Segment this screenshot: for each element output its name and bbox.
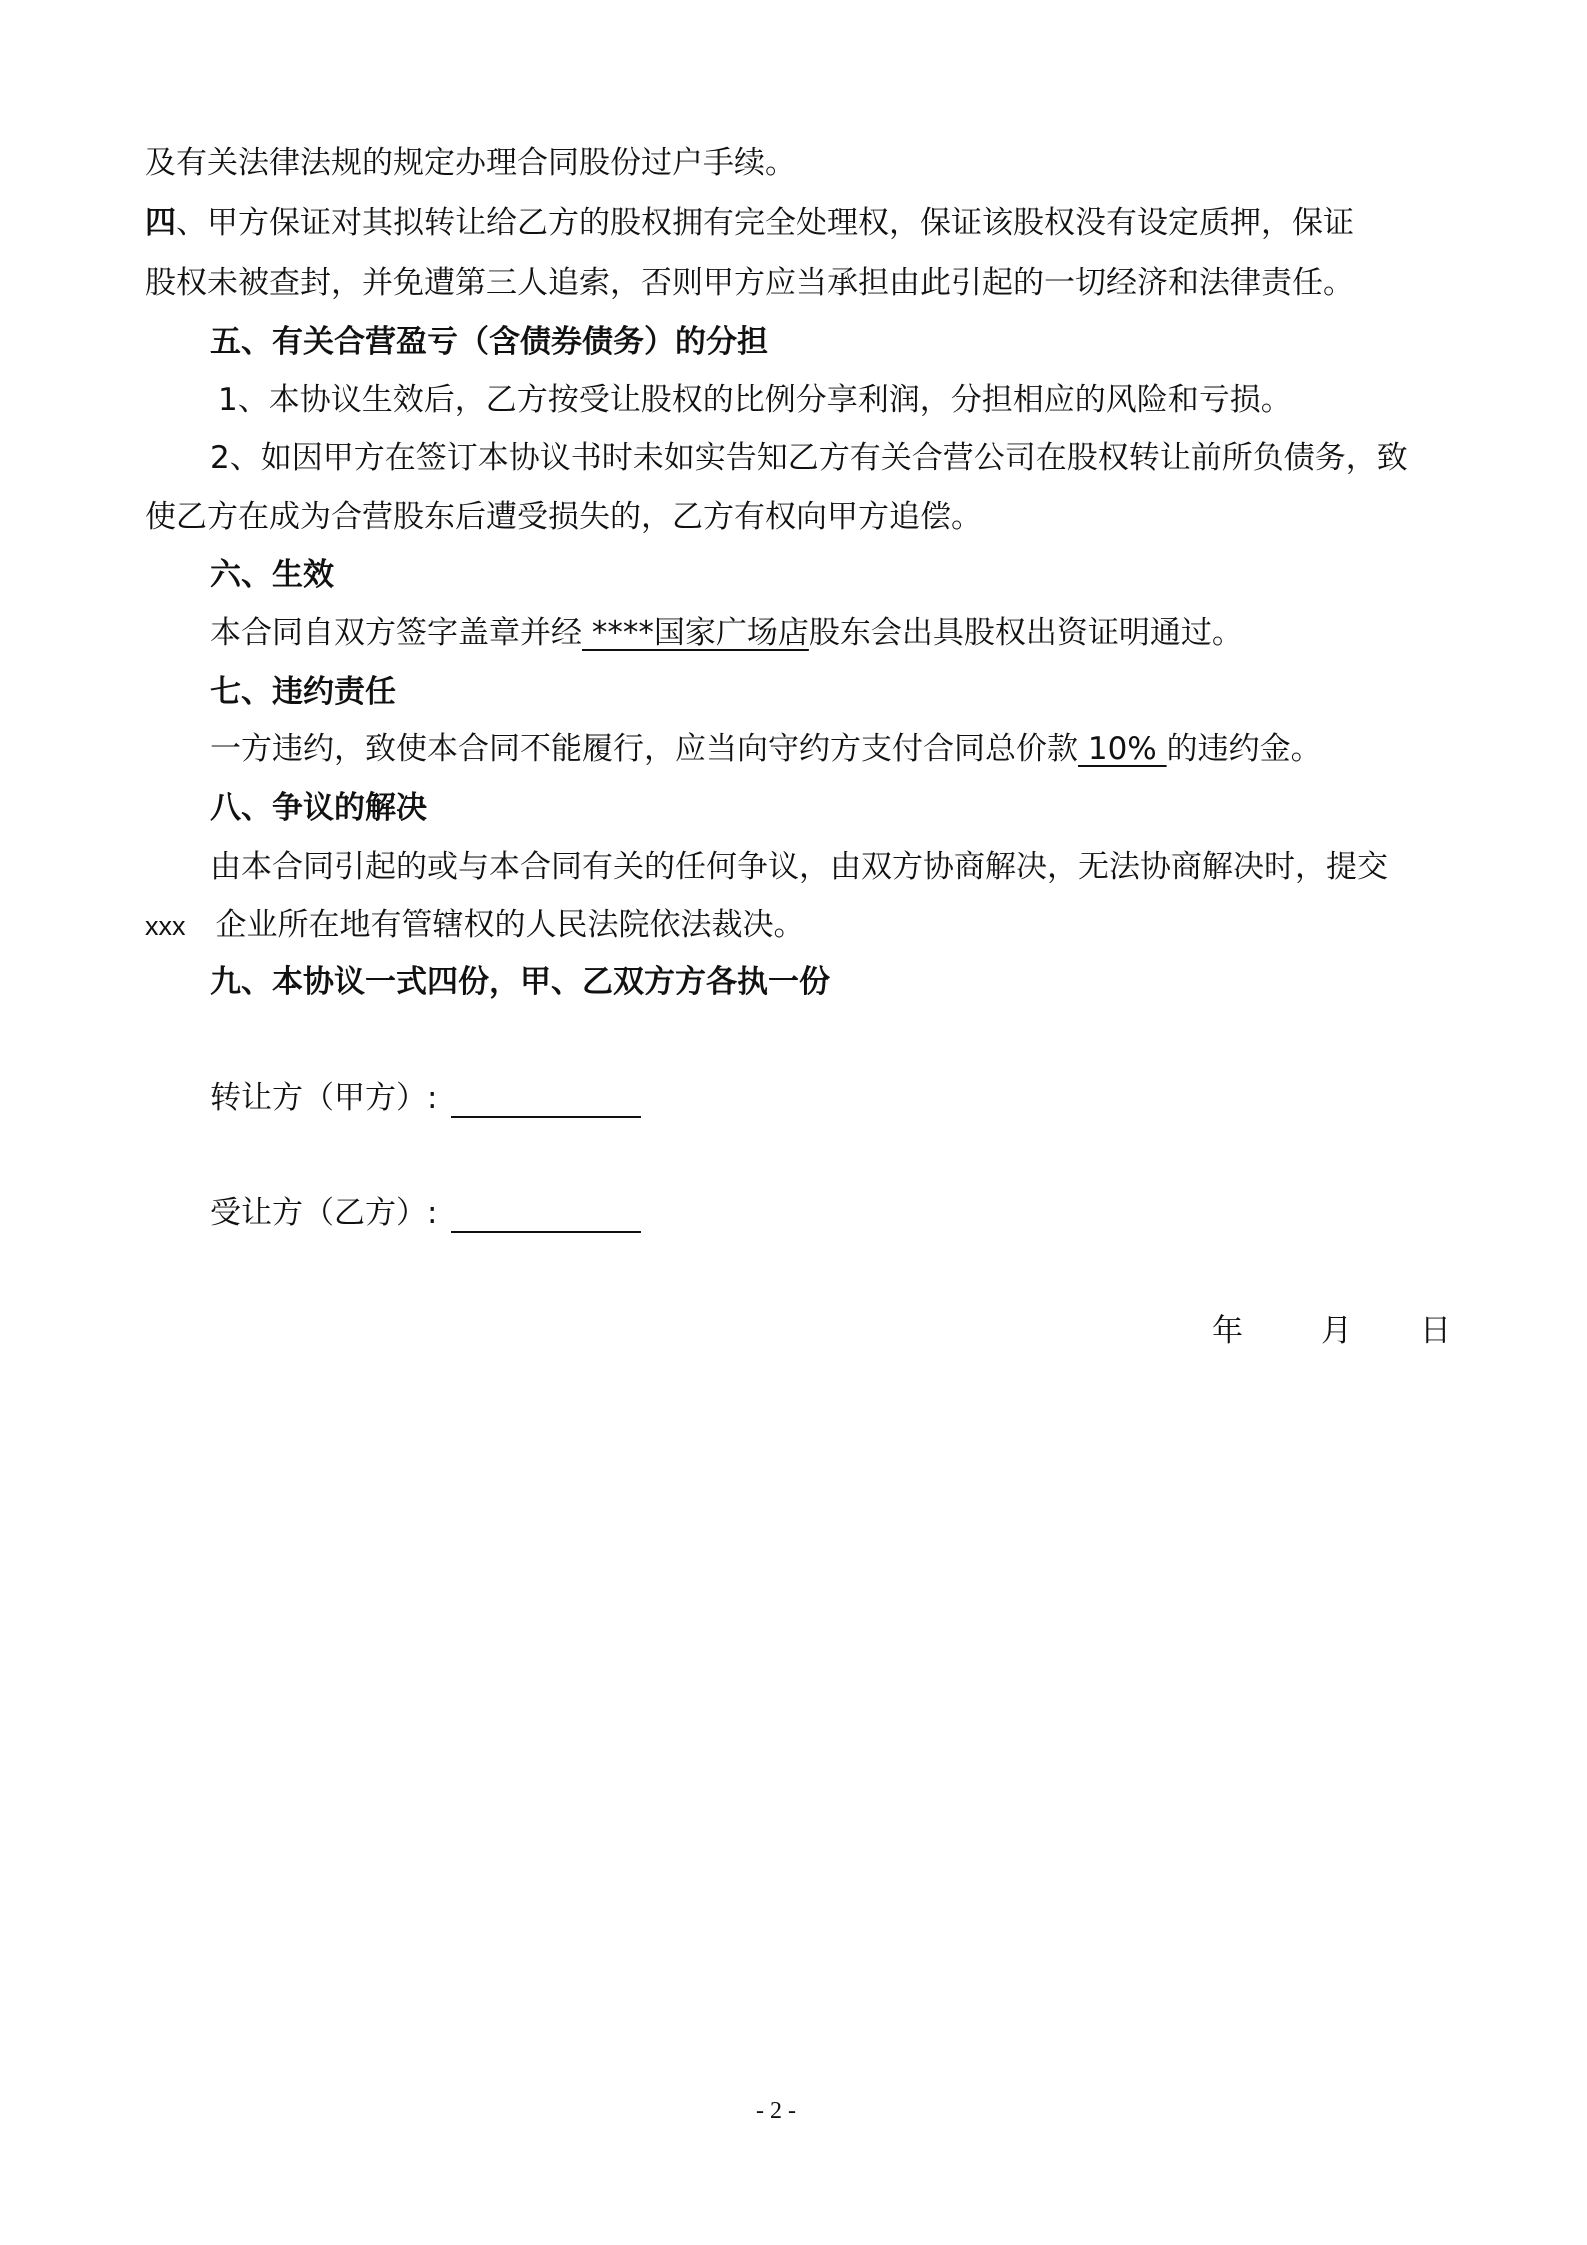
clause-9-heading: 九、本协议一式四份，甲、乙双方方各执一份 [210,964,830,1000]
clause-5-item-2-line-2: 使乙方在成为合营股东后遭受损失的，乙方有权向甲方追偿。 [145,499,982,535]
clause-4-line-2: 股权未被查封，并免遭第三人追索，否则甲方应当承担由此引起的一切经济和法律责任。 [145,265,1354,301]
clause-4-line-1 [145,203,1455,243]
clause-6-text-before: 本合同自双方签字盖章并经 [210,615,582,651]
clause-8-line-2 [145,905,805,946]
transferee-signature-line [210,1193,641,1233]
transferor-signature-line [210,1078,641,1118]
clause-7-text-after: 的违约金。 [1166,731,1322,767]
penalty-rate: 10% [1078,731,1167,767]
page-number: - 2 - [756,2098,796,2124]
clause-6-text [210,613,1243,653]
clause-5-item-2-line-1: 2、如因甲方在签订本协议书时未如实告知乙方有关合营公司在股权转让前所负债务，致 [210,440,1408,476]
clause-6-text-after: 股东会出具股权出资证明通过。 [808,615,1243,651]
clause-5-item-1: 1、本协议生效后，乙方按受让股权的比例分享利润，分担相应的风险和亏损。 [218,382,1292,418]
store-name: ****国家广场店 [582,615,809,651]
paragraph-transfer-end: 及有关法律法规的规定办理合同股份过户手续。 [145,145,796,181]
date-month: 月 [1321,1313,1352,1349]
court-text: 企业所在地有管辖权的人民法院依法裁决。 [215,907,805,943]
court-prefix: xxx [145,911,186,941]
date-day: 日 [1420,1313,1451,1349]
transferor-signature-blank [451,1086,641,1118]
clause-7-text-before: 一方违约，致使本合同不能履行，应当向守约方支付合同总价款 [210,731,1078,767]
clause-4-text: 、甲方保证对其拟转让给乙方的股权拥有完全处理权，保证该股权没有设定质押，保证 [176,205,1354,241]
clause-8-heading: 八、争议的解决 [210,790,427,826]
transferor-label: 转让方（甲方）: [210,1080,438,1116]
clause-7-heading: 七、违约责任 [210,674,396,710]
transferee-signature-blank [451,1201,641,1233]
clause-6-heading: 六、生效 [210,557,334,593]
clause-8-line-1: 由本合同引起的或与本合同有关的任何争议，由双方协商解决，无法协商解决时，提交 [210,849,1388,885]
clause-4-heading: 四 [145,205,176,241]
transferee-label: 受让方（乙方）: [210,1195,438,1231]
date-year: 年 [1212,1313,1243,1349]
clause-5-heading: 五、有关合营盈亏（含债券债务）的分担 [210,324,768,360]
clause-7-text [210,729,1322,769]
